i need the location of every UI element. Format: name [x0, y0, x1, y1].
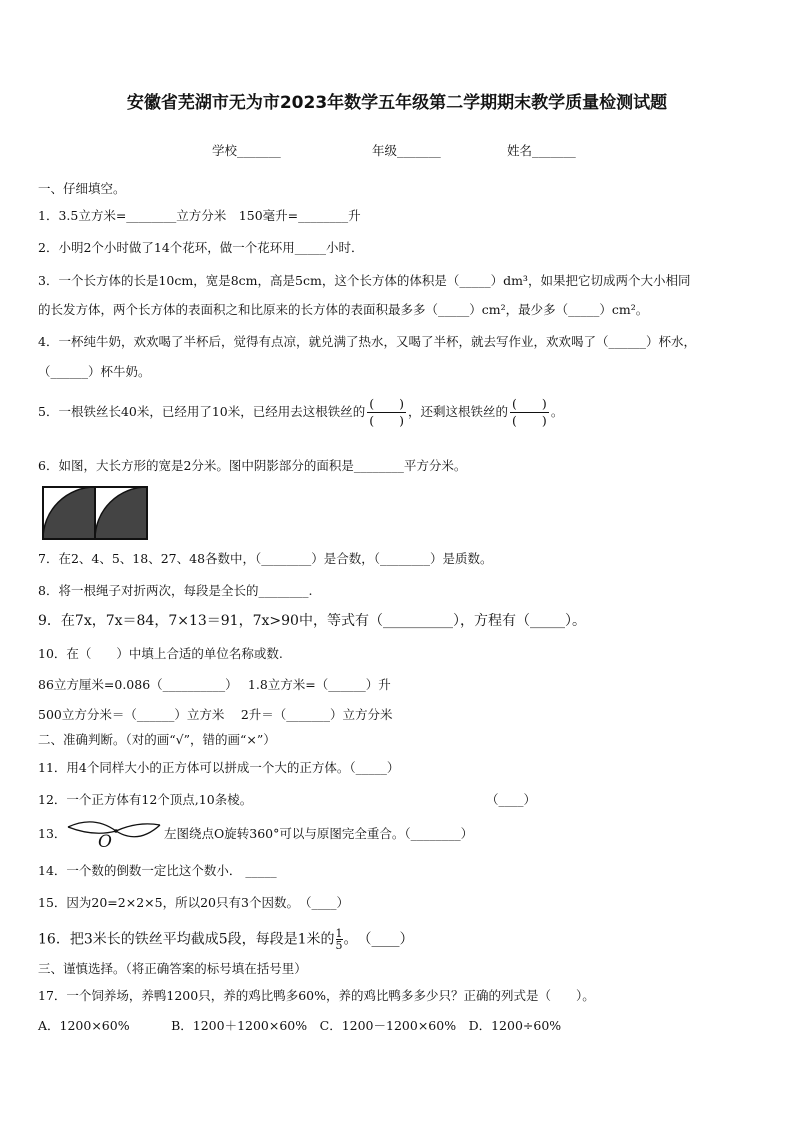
question-16-end: 。 （____） [343, 931, 414, 948]
rectangle-figure [42, 486, 148, 540]
fraction-blank-1[interactable] [367, 396, 406, 429]
question-4-line2: （______）杯牛奶。 [38, 364, 151, 379]
question-16-text: 16．把3米长的铁丝平均截成5段，每段是1米的 [38, 931, 335, 948]
question-15: 15．因为20=2×2×5，所以20只有3个因数。 （____） [38, 895, 349, 910]
question-7: 7．在2、4、5、18、27、48各数中，（________）是合数，（________）是质数。 [38, 551, 493, 566]
section-true-false: 二、准确判断。（对的画“√”，错的画“×”） [38, 732, 276, 747]
question-17-options: A．1200×60% B．1200＋1200×60% C．1200－1200×60% D．1200÷60% [38, 1018, 562, 1033]
fraction-denominator: 5 [335, 939, 343, 952]
name-field[interactable]: 姓名_______ [507, 143, 576, 158]
question-16 [38, 928, 414, 951]
question-14: 14．一个数的倒数一定比这个数小． _____ [38, 863, 277, 878]
fraction-numerator: 1 [335, 927, 343, 940]
section-multiple-choice: 三、谨慎选择。（将正确答案的标号填在括号里） [38, 961, 307, 976]
question-4-line1: 4．一杯纯牛奶，欢欢喝了半杯后，觉得有点凉，就兑满了热水，又喝了半杯，就去写作业，欢欢喝了（______）杯水， [38, 334, 696, 349]
question-17: 17．一个饲养场，养鸭1200只，养的鸡比鸭多60%，养的鸡比鸭多多少只？正确的列式是（ ）。 [38, 988, 595, 1003]
question-5 [38, 396, 563, 429]
page-title: 安徽省芜湖市无为市2023年数学五年级第二学期期末教学质量检测试题 [126, 93, 668, 113]
section-fill-blank: 一、仔细填空。 [38, 181, 126, 196]
question-3-line1: 3．一个长方体的长是10cm，宽是8cm，高是5cm，这个长方体的体积是（_____）dm³，如果把它切成两个大小相同 [38, 273, 691, 288]
question-3-line2: 的长发方体，两个长方体的表面积之和比原来的长方体的表面积最多多（_____）cm²，最少多（_____）cm²。 [38, 302, 649, 317]
question-5-text: 5．一根铁丝长40米，已经用了10米，已经用去这根铁丝的 [38, 404, 366, 419]
question-13: 左图绕点O旋转360°可以与原图完全重合。（________） [164, 826, 474, 841]
question-12: 12．一个正方体有12个顶点,10条棱。 [38, 792, 253, 807]
rotation-figure [64, 815, 164, 855]
point-o-label: O [98, 832, 112, 852]
fraction-one-fifth [336, 928, 343, 951]
question-1: 1．3.5立方米=________立方分米 150毫升=________升 [38, 208, 361, 223]
question-13-number: 13． [38, 826, 67, 841]
question-5-mid: ，还剩这根铁丝的 [408, 404, 509, 419]
fraction-blank-2[interactable] [510, 396, 549, 429]
fraction-denominator: ( ) [369, 413, 405, 428]
question-8: 8．将一根绳子对折两次，每段是全长的________. [38, 583, 313, 598]
grade-field[interactable]: 年级_______ [372, 143, 441, 158]
question-10: 10．在（ ）中填上合适的单位名称或数. [38, 646, 283, 661]
question-9: 9．在7x，7x＝84，7×13＝91，7x>90中，等式有（__________），方程有（_____）。 [38, 613, 586, 629]
question-6: 6．如图，大长方形的宽是2分米。图中阴影部分的面积是________平方分米。 [38, 458, 467, 473]
question-10-part-a: 86立方厘米=0.086（__________） 1.8立方米=（______）升 [38, 677, 391, 692]
question-11: 11．用4个同样大小的正方体可以拼成一个大的正方体。（_____） [38, 760, 400, 775]
question-5-end: 。 [550, 404, 564, 419]
school-field[interactable]: 学校_______ [212, 143, 281, 158]
fraction-denominator: ( ) [512, 413, 547, 428]
question-10-part-b: 500立方分米＝（______）立方米 2升＝（_______）立方分米 [38, 707, 393, 722]
question-2: 2．小明2个小时做了14个花环，做一个花环用_____小时． [38, 240, 364, 255]
fraction-numerator: ( ) [369, 396, 405, 411]
fraction-numerator: ( ) [512, 396, 547, 411]
question-12-blank[interactable]: （____） [486, 792, 537, 807]
